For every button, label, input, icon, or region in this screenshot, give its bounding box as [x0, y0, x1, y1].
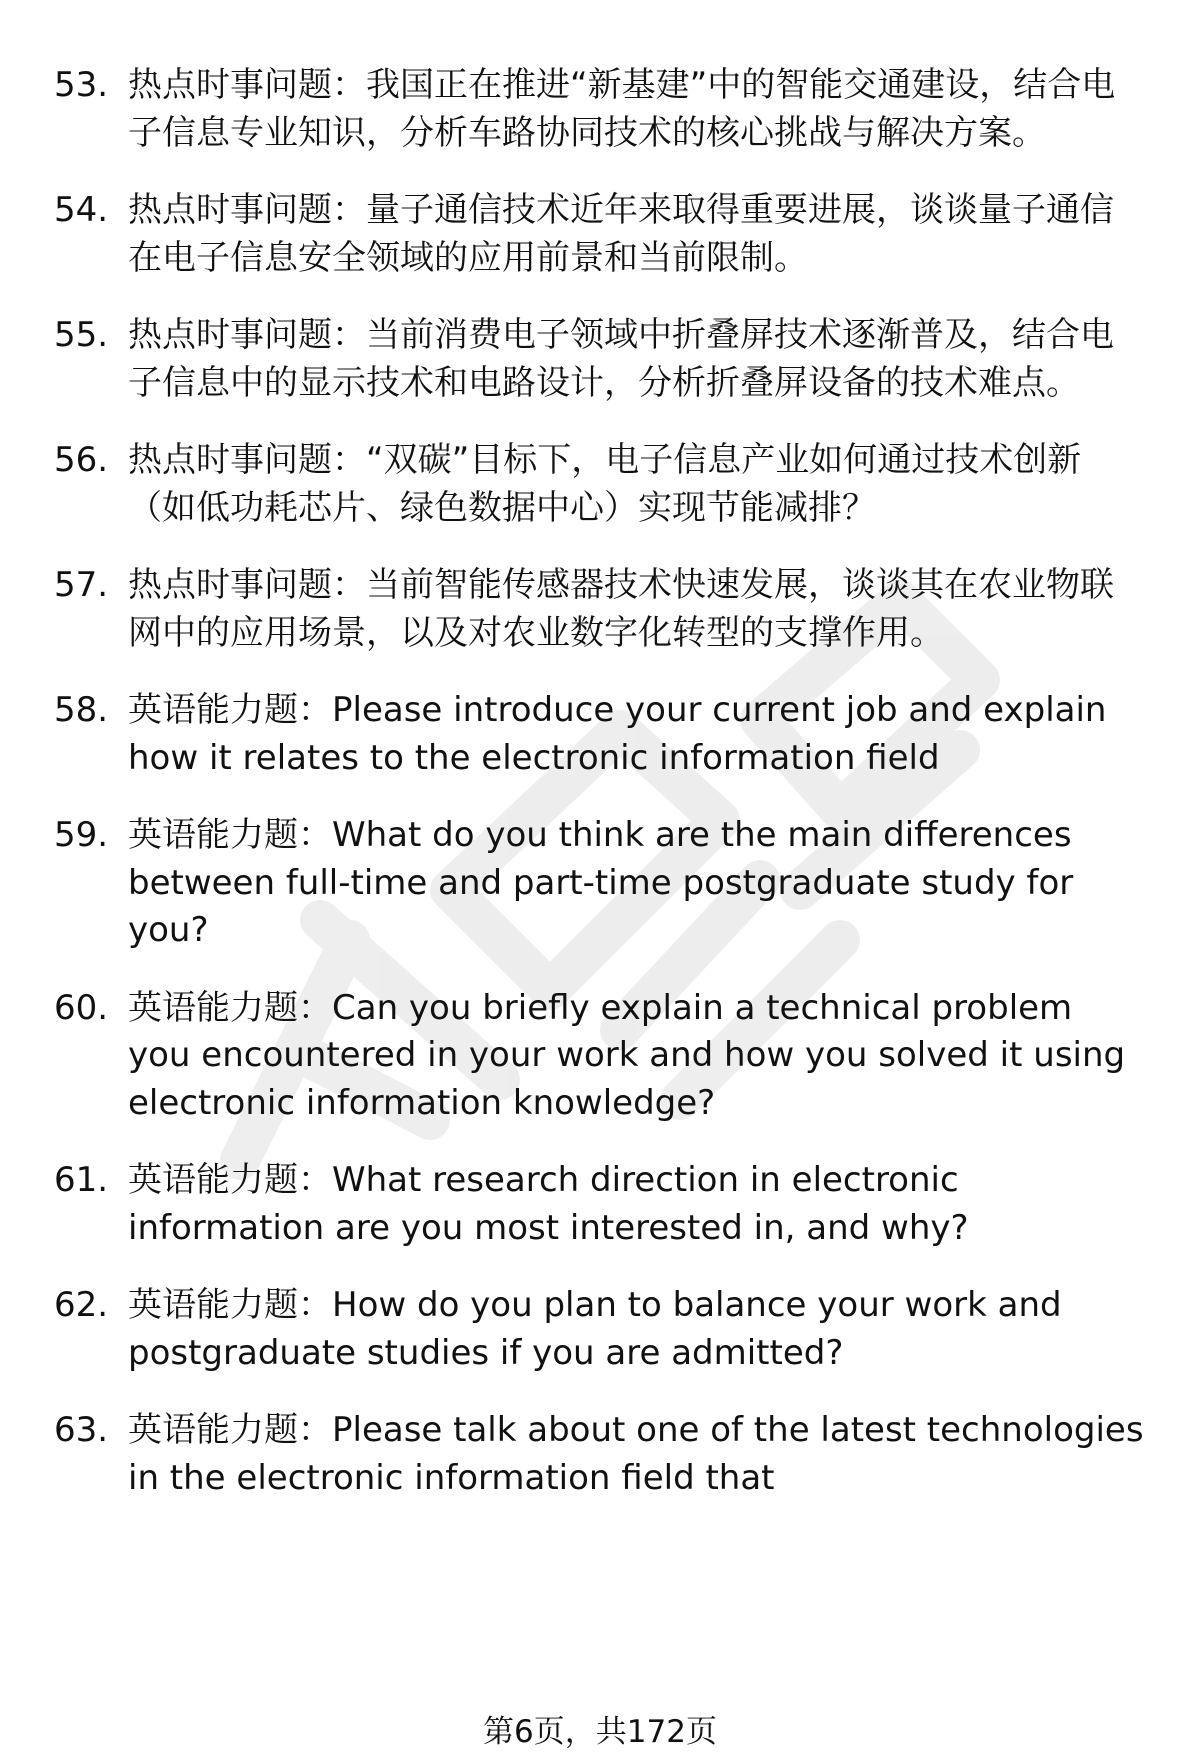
question-text: 英语能力题：What do you think are the main differences between full-time and part-time postgraduate study for you?: [128, 815, 1074, 950]
question-list: [0, 62, 1200, 1532]
question-number: 63.: [54, 1410, 109, 1450]
question-text: 英语能力题：Please talk about one of the latest technologies in the electronic information field that: [128, 1410, 1144, 1498]
page-footer: 第6页，共172页: [483, 1714, 717, 1750]
question-item: [0, 187, 1200, 282]
question-item: [0, 1282, 1200, 1377]
question-item: [0, 1157, 1200, 1252]
question-number: 56.: [54, 440, 109, 480]
question-number: 61.: [54, 1160, 109, 1200]
question-number: 55.: [54, 315, 109, 355]
question-number: 59.: [54, 815, 109, 855]
question-number: 58.: [54, 690, 109, 730]
question-text: 英语能力题：Please introduce your current job and explain how it relates to the electronic information field: [128, 690, 1107, 778]
question-text: 热点时事问题：“双碳”目标下，电子信息产业如何通过技术创新（如低功耗芯片、绿色数据中心）实现节能减排？: [128, 440, 1082, 528]
question-item: [0, 812, 1200, 955]
question-item: [0, 312, 1200, 407]
question-item: [0, 985, 1200, 1128]
question-number: 54.: [54, 190, 109, 230]
question-text: 热点时事问题：我国正在推进“新基建”中的智能交通建设，结合电子信息专业知识，分析车路协同技术的核心挑战与解决方案。: [128, 65, 1116, 153]
question-item: [0, 1407, 1200, 1502]
question-text: 热点时事问题：当前智能传感器技术快速发展，谈谈其在农业物联网中的应用场景，以及对农业数字化转型的支撑作用。: [128, 565, 1114, 653]
question-text: 热点时事问题：量子通信技术近年来取得重要进展，谈谈量子通信在电子信息安全领域的应用前景和当前限制。: [128, 190, 1114, 278]
question-number: 53.: [54, 65, 109, 105]
question-text: 热点时事问题：当前消费电子领域中折叠屏技术逐渐普及，结合电子信息中的显示技术和电路设计，分析折叠屏设备的技术难点。: [128, 315, 1114, 403]
question-item: [0, 62, 1200, 157]
question-number: 60.: [54, 987, 109, 1028]
question-item: [0, 687, 1200, 782]
question-text: 英语能力题：Can you briefly explain a technical problem you encountered in your work and how you solved it using electronic information knowledge?: [128, 987, 1126, 1123]
question-number: 57.: [54, 565, 109, 605]
question-item: [0, 562, 1200, 657]
question-text: 英语能力题：What research direction in electronic information are you most interested in, and why?: [128, 1160, 969, 1248]
question-number: 62.: [54, 1285, 109, 1325]
question-text: 英语能力题：How do you plan to balance your work and postgraduate studies if you are admitted?: [128, 1285, 1062, 1373]
question-item: [0, 437, 1200, 532]
